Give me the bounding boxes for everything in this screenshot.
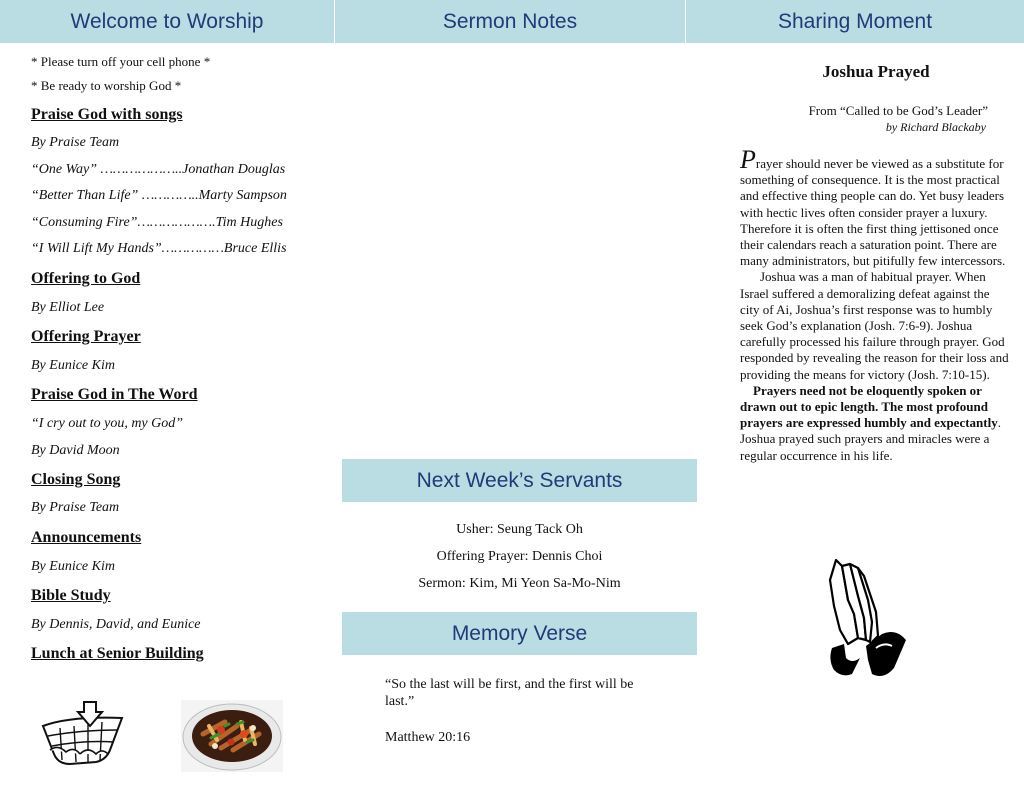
- article-paragraph-1: [740, 145, 1012, 269]
- offering-basket-icon: [40, 700, 126, 768]
- header-sermon-notes: Sermon Notes: [335, 0, 685, 43]
- article-body: [740, 145, 1012, 464]
- praise-songs-leader: By Praise Team: [31, 135, 120, 150]
- article-source: [740, 102, 988, 136]
- notice-ready-to-worship: * Be ready to worship God *: [31, 78, 182, 93]
- section-bible-study: Bible Study: [31, 587, 111, 604]
- header-welcome-to-worship: Welcome to Worship: [0, 0, 334, 43]
- drop-cap: P: [740, 145, 756, 174]
- notice-cell-phone: * Please turn off your cell phone *: [31, 54, 211, 69]
- song-item: “One Way” ………………..Jonathan Douglas: [31, 162, 286, 177]
- song-item: “Consuming Fire”……………….Tim Hughes: [31, 215, 283, 230]
- section-lunch: Lunch at Senior Building: [31, 645, 204, 662]
- header-sharing-moment: Sharing Moment: [686, 0, 1024, 43]
- section-announcements: Announcements: [31, 529, 142, 546]
- memory-verse-text: “So the last will be first, and the first will be last.”: [385, 677, 634, 709]
- article-author: by Richard Blackaby: [885, 120, 986, 134]
- paragraph-1-text: rayer should never be viewed as a substitute for something of consequence. It is the most practical and effective thing people can do. Yet busy leaders with hectic lives often consider prayer a luxury. Therefore it is often the first thing jettisoned once their calendars reach a saturation point. There are many administrators, but pitifully few intercessors.: [740, 156, 1006, 269]
- article-paragraph-2: Joshua was a man of habitual prayer. When Israel suffered a demoralizing defeat against the city of Ai, Joshua’s first response was to humbly seek God’s explanation (Josh. 7:6-9). Joshua carefully processed his failure through prayer. God responded by revealing the reason for their loss and providing the means for victory (Josh. 7:10-15).: [740, 269, 1009, 382]
- article-source-book: From “Called to be God’s Leader”: [808, 103, 988, 118]
- servant-usher: Usher: Seung Tack Oh: [456, 522, 583, 537]
- section-praise-songs: Praise God with songs: [31, 106, 183, 123]
- paragraph-3-text: . Joshua prayed such prayers and miracles were a regular occurrence in his life.: [740, 415, 1001, 463]
- song-item: “I Will Lift My Hands”……………Bruce Ellis: [31, 241, 287, 256]
- bible-study-leaders: By Dennis, David, and Eunice: [31, 617, 201, 632]
- paragraph-3-emphasis: Prayers need not be eloquently spoken or drawn out to epic length. The most profound prayers are expressed humbly and expectantly: [740, 382, 998, 431]
- food-plate-image: [181, 700, 283, 772]
- servant-offering-prayer: Offering Prayer: Dennis Choi: [436, 549, 603, 564]
- section-offering-prayer: Offering Prayer: [31, 328, 141, 345]
- header-next-week-servants: Next Week’s Servants: [342, 459, 697, 502]
- praying-hands-icon: [822, 556, 910, 684]
- sermon-title: “I cry out to you, my God”: [31, 416, 184, 431]
- header-memory-verse: Memory Verse: [342, 612, 697, 655]
- offering-prayer-leader: By Eunice Kim: [31, 358, 115, 373]
- closing-song-leader: By Praise Team: [31, 500, 120, 515]
- memory-verse-reference: Matthew 20:16: [385, 730, 471, 745]
- article-paragraph-3: [740, 383, 1012, 464]
- servant-sermon: Sermon: Kim, Mi Yeon Sa-Mo-Nim: [418, 576, 621, 591]
- song-item: “Better Than Life” …………..Marty Sampson: [31, 188, 287, 203]
- article-title: Joshua Prayed: [822, 62, 930, 81]
- section-offering: Offering to God: [31, 270, 141, 287]
- offering-leader: By Elliot Lee: [31, 300, 105, 315]
- announcements-leader: By Eunice Kim: [31, 559, 115, 574]
- section-closing-song: Closing Song: [31, 471, 121, 488]
- section-praise-word: Praise God in The Word: [31, 386, 198, 403]
- sermon-leader: By David Moon: [31, 443, 120, 458]
